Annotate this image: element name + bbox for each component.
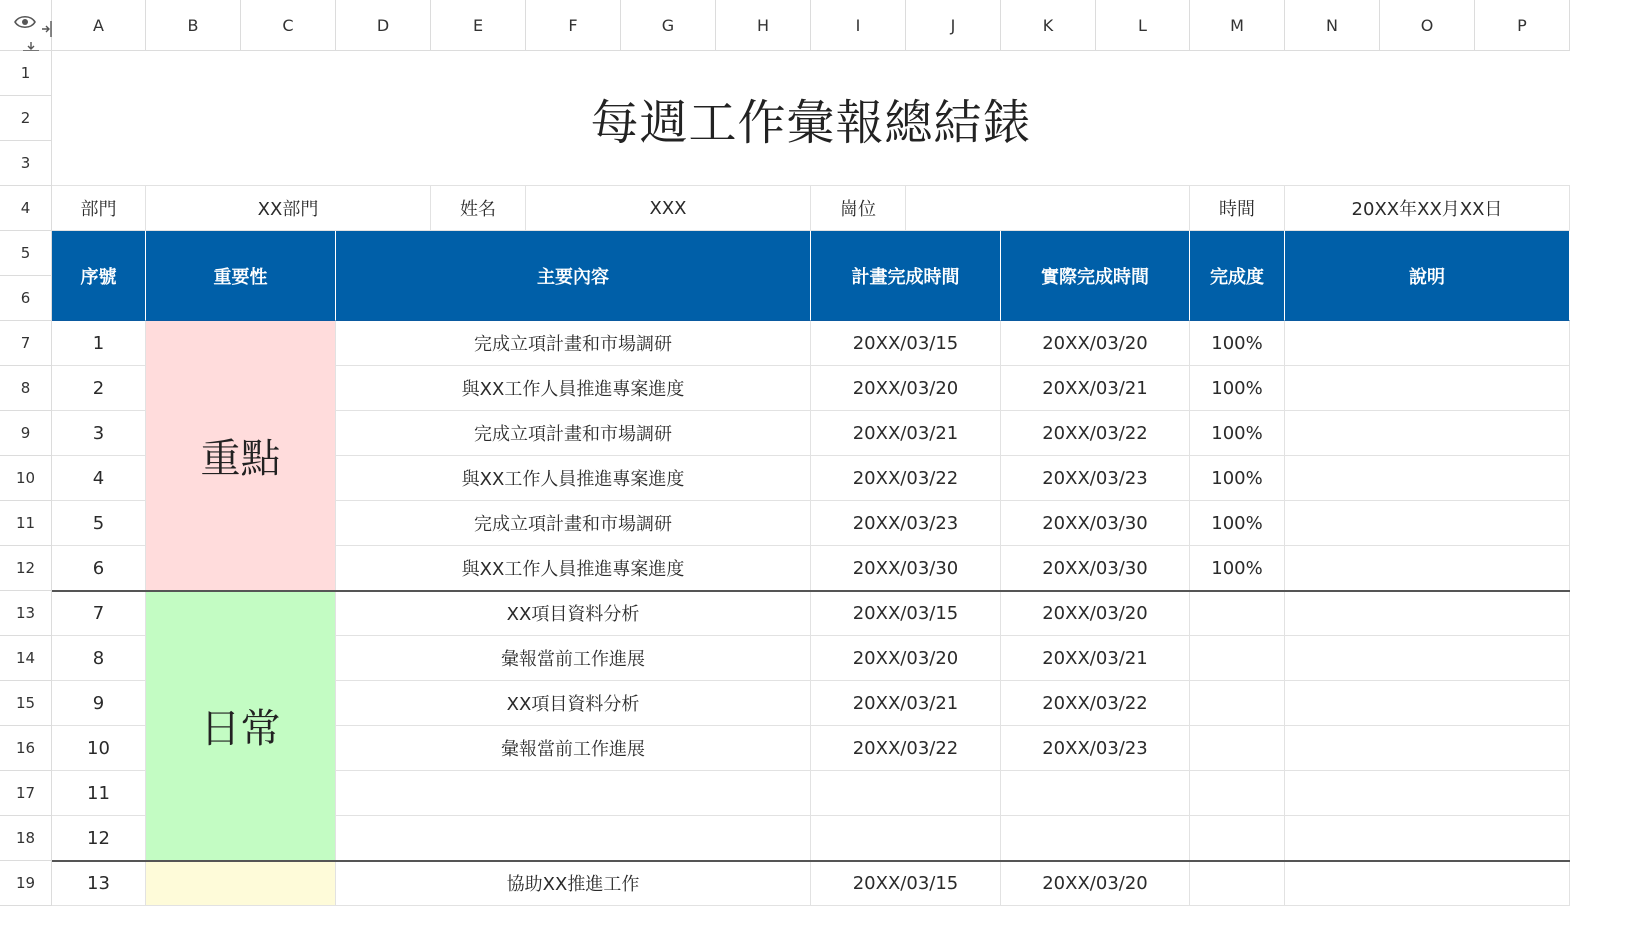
- category-cell[interactable]: 日常: [146, 591, 336, 861]
- task-note[interactable]: [1285, 366, 1570, 411]
- task-seq[interactable]: 9: [52, 681, 146, 726]
- task-completion[interactable]: [1190, 636, 1285, 681]
- group-separator: [52, 860, 1570, 862]
- task-completion[interactable]: 100%: [1190, 501, 1285, 546]
- task-note[interactable]: [1285, 456, 1570, 501]
- task-note[interactable]: [1285, 591, 1570, 636]
- task-seq[interactable]: 10: [52, 726, 146, 771]
- row-header-9[interactable]: 9: [0, 411, 52, 456]
- row-header-8[interactable]: 8: [0, 366, 52, 411]
- row-header-12[interactable]: 12: [0, 546, 52, 591]
- task-seq[interactable]: 1: [52, 321, 146, 366]
- header-importance[interactable]: 重要性: [146, 231, 336, 321]
- task-actual-date[interactable]: 20XX/03/23: [1001, 456, 1190, 501]
- task-planned-date[interactable]: 20XX/03/23: [811, 501, 1001, 546]
- task-content[interactable]: XX項目資料分析: [336, 591, 811, 636]
- task-note[interactable]: [1285, 771, 1570, 816]
- task-note[interactable]: [1285, 501, 1570, 546]
- task-actual-date[interactable]: 20XX/03/30: [1001, 501, 1190, 546]
- task-planned-date[interactable]: 20XX/03/22: [811, 456, 1001, 501]
- task-completion[interactable]: 100%: [1190, 546, 1285, 591]
- task-note[interactable]: [1285, 726, 1570, 771]
- header-content[interactable]: 主要內容: [336, 231, 811, 321]
- task-actual-date[interactable]: 20XX/03/20: [1001, 321, 1190, 366]
- column-header-a[interactable]: A: [52, 0, 146, 51]
- task-content[interactable]: [336, 816, 811, 861]
- task-completion[interactable]: [1190, 681, 1285, 726]
- column-header-d[interactable]: D: [336, 0, 431, 51]
- row-header-14[interactable]: 14: [0, 636, 52, 681]
- task-content[interactable]: 彙報當前工作進展: [336, 636, 811, 681]
- header-actual[interactable]: 實際完成時間: [1001, 231, 1190, 321]
- category-cell[interactable]: 重點: [146, 321, 336, 591]
- task-content[interactable]: [336, 771, 811, 816]
- row-header-1[interactable]: 1: [0, 51, 52, 96]
- eye-icon[interactable]: [14, 14, 36, 30]
- category-cell[interactable]: [146, 861, 336, 906]
- row-header-13[interactable]: 13: [0, 591, 52, 636]
- task-note[interactable]: [1285, 411, 1570, 456]
- column-header-h[interactable]: H: [716, 0, 811, 51]
- task-planned-date[interactable]: 20XX/03/15: [811, 591, 1001, 636]
- task-note[interactable]: [1285, 546, 1570, 591]
- column-header-k[interactable]: K: [1001, 0, 1096, 51]
- column-header-i[interactable]: I: [811, 0, 906, 51]
- task-completion[interactable]: 100%: [1190, 411, 1285, 456]
- column-header-f[interactable]: F: [526, 0, 621, 51]
- column-header-m[interactable]: M: [1190, 0, 1285, 51]
- task-completion[interactable]: 100%: [1190, 456, 1285, 501]
- task-planned-date[interactable]: [811, 771, 1001, 816]
- task-content[interactable]: 與XX工作人員推進專案進度: [336, 456, 811, 501]
- task-completion[interactable]: [1190, 591, 1285, 636]
- row-header-3[interactable]: 3: [0, 141, 52, 186]
- column-header-e[interactable]: E: [431, 0, 526, 51]
- task-seq[interactable]: 4: [52, 456, 146, 501]
- task-content[interactable]: XX項目資料分析: [336, 681, 811, 726]
- column-header-j[interactable]: J: [906, 0, 1001, 51]
- task-seq[interactable]: 8: [52, 636, 146, 681]
- header-seq[interactable]: 序號: [52, 231, 146, 321]
- sheet-title[interactable]: 每週工作彙報總結錶: [52, 51, 1570, 186]
- task-completion[interactable]: [1190, 726, 1285, 771]
- task-completion[interactable]: [1190, 771, 1285, 816]
- task-planned-date[interactable]: 20XX/03/20: [811, 366, 1001, 411]
- name-label[interactable]: 姓名: [431, 186, 526, 231]
- header-planned[interactable]: 計畫完成時間: [811, 231, 1001, 321]
- task-seq[interactable]: 5: [52, 501, 146, 546]
- column-header-n[interactable]: N: [1285, 0, 1380, 51]
- row-header-19[interactable]: 19: [0, 861, 52, 906]
- task-planned-date[interactable]: 20XX/03/21: [811, 411, 1001, 456]
- task-planned-date[interactable]: 20XX/03/22: [811, 726, 1001, 771]
- position-value[interactable]: [906, 186, 1190, 231]
- task-actual-date[interactable]: 20XX/03/20: [1001, 861, 1190, 906]
- task-planned-date[interactable]: 20XX/03/20: [811, 636, 1001, 681]
- task-note[interactable]: [1285, 681, 1570, 726]
- name-value[interactable]: XXX: [526, 186, 811, 231]
- task-seq[interactable]: 12: [52, 816, 146, 861]
- sheet-corner[interactable]: [0, 0, 52, 51]
- column-header-o[interactable]: O: [1380, 0, 1475, 51]
- task-content[interactable]: 完成立項計畫和市場調研: [336, 411, 811, 456]
- task-actual-date[interactable]: 20XX/03/20: [1001, 591, 1190, 636]
- dept-label[interactable]: 部門: [52, 186, 146, 231]
- task-planned-date[interactable]: 20XX/03/15: [811, 861, 1001, 906]
- task-planned-date[interactable]: [811, 816, 1001, 861]
- task-note[interactable]: [1285, 636, 1570, 681]
- row-header-18[interactable]: 18: [0, 816, 52, 861]
- row-header-16[interactable]: 16: [0, 726, 52, 771]
- row-header-10[interactable]: 10: [0, 456, 52, 501]
- task-planned-date[interactable]: 20XX/03/15: [811, 321, 1001, 366]
- task-content[interactable]: 完成立項計畫和市場調研: [336, 321, 811, 366]
- task-note[interactable]: [1285, 321, 1570, 366]
- task-planned-date[interactable]: 20XX/03/30: [811, 546, 1001, 591]
- task-actual-date[interactable]: [1001, 771, 1190, 816]
- task-actual-date[interactable]: 20XX/03/21: [1001, 636, 1190, 681]
- row-header-4[interactable]: 4: [0, 186, 52, 231]
- task-actual-date[interactable]: 20XX/03/30: [1001, 546, 1190, 591]
- task-note[interactable]: [1285, 816, 1570, 861]
- column-header-p[interactable]: P: [1475, 0, 1570, 51]
- task-planned-date[interactable]: 20XX/03/21: [811, 681, 1001, 726]
- task-content[interactable]: 與XX工作人員推進專案進度: [336, 366, 811, 411]
- time-label[interactable]: 時間: [1190, 186, 1285, 231]
- task-seq[interactable]: 2: [52, 366, 146, 411]
- task-seq[interactable]: 7: [52, 591, 146, 636]
- time-value[interactable]: 20XX年XX月XX日: [1285, 186, 1570, 231]
- task-actual-date[interactable]: [1001, 816, 1190, 861]
- row-header-7[interactable]: 7: [0, 321, 52, 366]
- task-content[interactable]: 彙報當前工作進展: [336, 726, 811, 771]
- task-actual-date[interactable]: 20XX/03/21: [1001, 366, 1190, 411]
- position-label[interactable]: 崗位: [811, 186, 906, 231]
- dept-value[interactable]: XX部門: [146, 186, 431, 231]
- task-actual-date[interactable]: 20XX/03/23: [1001, 726, 1190, 771]
- task-completion[interactable]: 100%: [1190, 366, 1285, 411]
- task-note[interactable]: [1285, 861, 1570, 906]
- task-content[interactable]: 協助XX推進工作: [336, 861, 811, 906]
- task-completion[interactable]: [1190, 816, 1285, 861]
- column-header-c[interactable]: C: [241, 0, 336, 51]
- task-content[interactable]: 與XX工作人員推進專案進度: [336, 546, 811, 591]
- header-note[interactable]: 說明: [1285, 231, 1570, 321]
- task-actual-date[interactable]: 20XX/03/22: [1001, 681, 1190, 726]
- task-seq[interactable]: 6: [52, 546, 146, 591]
- row-header-15[interactable]: 15: [0, 681, 52, 726]
- row-header-6[interactable]: 6: [0, 276, 52, 321]
- task-seq[interactable]: 13: [52, 861, 146, 906]
- column-header-g[interactable]: G: [621, 0, 716, 51]
- column-header-l[interactable]: L: [1096, 0, 1190, 51]
- task-completion[interactable]: [1190, 861, 1285, 906]
- row-header-17[interactable]: 17: [0, 771, 52, 816]
- task-actual-date[interactable]: 20XX/03/22: [1001, 411, 1190, 456]
- task-completion[interactable]: 100%: [1190, 321, 1285, 366]
- row-header-2[interactable]: 2: [0, 96, 52, 141]
- task-seq[interactable]: 3: [52, 411, 146, 456]
- row-header-11[interactable]: 11: [0, 501, 52, 546]
- column-header-b[interactable]: B: [146, 0, 241, 51]
- row-header-5[interactable]: 5: [0, 231, 52, 276]
- header-completion[interactable]: 完成度: [1190, 231, 1285, 321]
- group-separator: [52, 590, 1570, 592]
- task-seq[interactable]: 11: [52, 771, 146, 816]
- task-content[interactable]: 完成立項計畫和市場調研: [336, 501, 811, 546]
